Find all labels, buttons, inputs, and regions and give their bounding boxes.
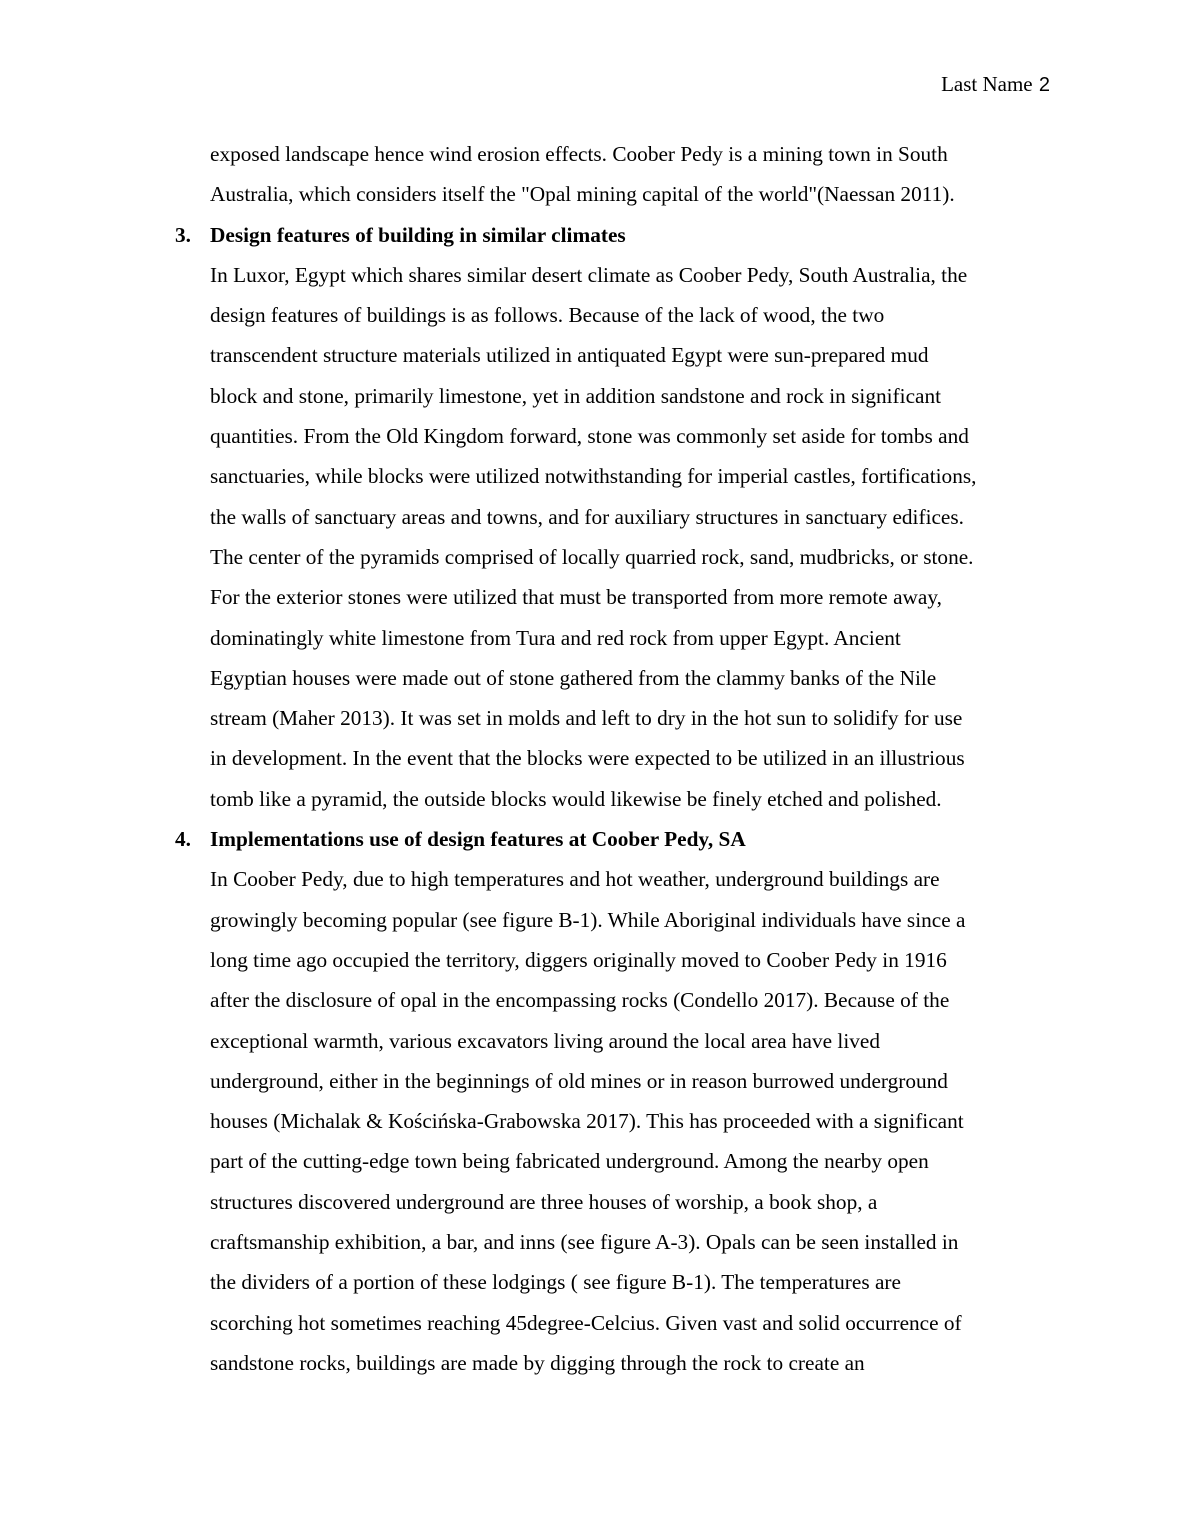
section-4-heading (175, 819, 1055, 859)
running-header (941, 69, 1050, 100)
body-line: craftsmanship exhibition, a bar, and inns (see figure A-3). Opals can be seen installed in (210, 1230, 959, 1255)
section-3-number: 3. (175, 222, 191, 247)
body-line: houses (Michalak & Kościńska-Grabowska 2017). This has proceeded with a significant (210, 1109, 964, 1134)
body-line: scorching hot sometimes reaching 45degree-Celcius. Given vast and solid occurrence of (210, 1310, 962, 1335)
body-line: stream (Maher 2013). It was set in molds and left to dry in the hot sun to solidify for use (210, 706, 963, 731)
body-line: long time ago occupied the territory, diggers originally moved to Coober Pedy in 1916 (210, 947, 947, 972)
section-4-number: 4. (175, 827, 191, 852)
body-line: In Coober Pedy, due to high temperatures and hot weather, underground buildings are (210, 867, 940, 892)
body-line: sandstone rocks, buildings are made by digging through the rock to create an (210, 1350, 865, 1375)
body-line: block and stone, primarily limestone, yet in addition sandstone and rock in significant (210, 383, 942, 408)
body-line: For the exterior stones were utilized that must be transported from more remote away, (210, 585, 942, 610)
document-body (175, 134, 1055, 1383)
body-line: tomb like a pyramid, the outside blocks would likewise be finely etched and polished. (210, 786, 942, 811)
body-line: Egyptian houses were made out of stone gathered from the clammy banks of the Nile (210, 665, 937, 690)
body-line: In Luxor, Egypt which shares similar desert climate as Coober Pedy, South Australia, the (210, 262, 968, 287)
body-line: exposed landscape hence wind erosion effects. Coober Pedy is a mining town in South (210, 142, 948, 166)
body-line: the dividers of a portion of these lodgings ( see figure B-1). The temperatures are (210, 1270, 901, 1295)
body-line: growingly becoming popular (see figure B-1). While Aboriginal individuals have since a (210, 907, 966, 932)
body-line: after the disclosure of opal in the encompassing rocks (Condello 2017). Because of the (210, 988, 950, 1013)
body-line: dominatingly white limestone from Tura and red rock from upper Egypt. Ancient (210, 625, 901, 650)
body-line: sanctuaries, while blocks were utilized notwithstanding for imperial castles, fortifications, (210, 464, 977, 489)
body-line: exceptional warmth, various excavators living around the local area have lived (210, 1028, 880, 1053)
body-line: quantities. From the Old Kingdom forward, stone was commonly set aside for tombs and (210, 424, 969, 449)
section-4-title: Implementations use of design features at Coober Pedy, SA (210, 827, 746, 852)
section-3-title: Design features of building in similar climates (210, 222, 626, 247)
body-line: Australia, which considers itself the "Opal mining capital of the world"(Naessan 2011). (210, 182, 955, 207)
body-line: structures discovered underground are three houses of worship, a book shop, a (210, 1189, 878, 1214)
page-number: 2 (1038, 74, 1050, 96)
body-line: design features of buildings is as follows. Because of the lack of wood, the two (210, 303, 885, 328)
body-line: in development. In the event that the blocks were expected to be utilized in an illustrious (210, 746, 965, 771)
body-line: transcendent structure materials utilized in antiquated Egypt were sun-prepared mud (210, 343, 929, 368)
body-line: underground, either in the beginnings of old mines or in reason burrowed underground (210, 1068, 948, 1093)
section-3-heading (175, 215, 1055, 255)
body-line: part of the cutting-edge town being fabricated underground. Among the nearby open (210, 1149, 929, 1174)
body-line: The center of the pyramids comprised of locally quarried rock, sand, mudbricks, or stone. (210, 544, 974, 569)
header-last-name: Last Name (941, 72, 1033, 96)
body-line: the walls of sanctuary areas and towns, and for auxiliary structures in sanctuary edifices. (210, 504, 965, 529)
